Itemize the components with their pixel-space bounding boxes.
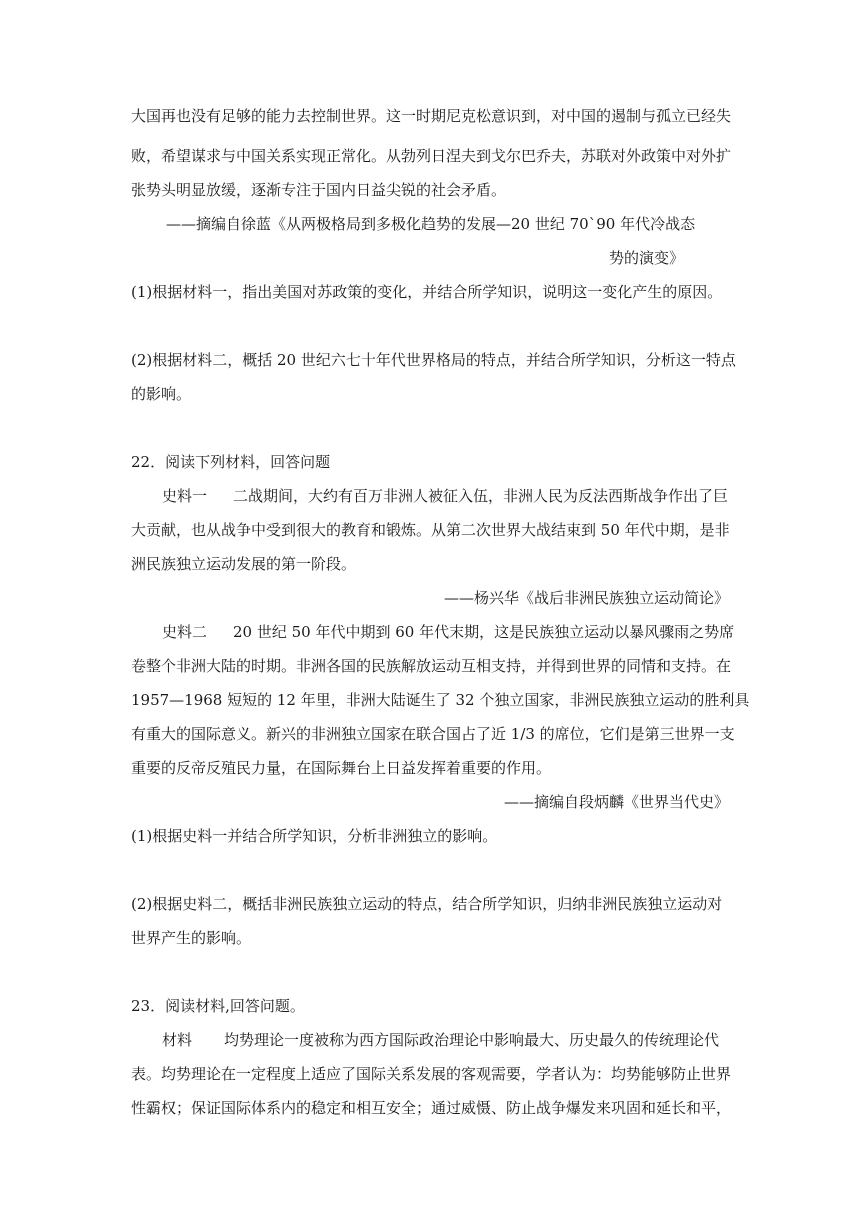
- material-label: 史料一: [162, 487, 208, 505]
- sub-question-2-cont: 世界产生的影响。: [131, 929, 252, 947]
- material-line: 性霸权；保证国际体系内的稳定和相互安全；通过威慑、防止战争爆发来巩固和延长和平，: [131, 1099, 732, 1117]
- sub-question-1: (1)根据史料一并结合所学知识，分析非洲独立的影响。: [131, 827, 498, 845]
- material-line: [162, 622, 734, 642]
- material-label: 材料: [162, 1031, 193, 1049]
- source-citation: ——摘编自段炳麟《世界当代史》: [503, 793, 729, 811]
- material-line: [162, 486, 728, 506]
- material-text: 二战期间，大约有百万非洲人被征入伍，非洲人民为反法西斯战争作出了巨: [233, 487, 729, 505]
- material-line: 洲民族独立运动发展的第一阶段。: [131, 555, 357, 573]
- question-title: 23．阅读材料,回答问题。: [131, 997, 305, 1015]
- paragraph-line: 大国再也没有足够的能力去控制世界。这一时期尼克松意识到，对中国的遏制与孤立已经失: [131, 107, 732, 125]
- question-title: 22．阅读下列材料，回答问题: [131, 453, 331, 471]
- material-line: [162, 1030, 719, 1050]
- source-citation-cont: 势的演变》: [609, 249, 685, 267]
- source-citation: ——杨兴华《战后非洲民族独立运动简论》: [443, 589, 729, 607]
- material-line: 大贡献，也从战争中受到很大的教育和锻炼。从第二次世界大战结束到 50 年代中期，是非: [131, 521, 730, 539]
- material-line: 有重大的国际意义。新兴的非洲独立国家在联合国占了近 1/3 的席位，它们是第三世界一支: [131, 725, 735, 743]
- material-text: 20 世纪 50 年代中期到 60 年代末期，这是民族独立运动以暴风骤雨之势席: [233, 623, 735, 641]
- paragraph-line: 张势头明显放缓，逐渐专注于国内日益尖锐的社会矛盾。: [131, 181, 507, 199]
- material-line: 1957—1968 短短的 12 年里，非洲大陆诞生了 32 个独立国家，非洲民族独立运动的胜利具: [131, 691, 750, 709]
- material-label: 史料二: [162, 623, 208, 641]
- paragraph-line: 败，希望谋求与中国关系实现正常化。从勃列日涅夫到戈尔巴乔夫，苏联对外政策中对外扩: [131, 147, 732, 165]
- source-citation: ——摘编自徐蓝《从两极格局到多极化趋势的发展—20 世纪 70`90 年代冷战态: [166, 215, 696, 233]
- material-line: 表。均势理论在一定程度上适应了国际关系发展的客观需要，学者认为：均势能够防止世界: [131, 1065, 732, 1083]
- sub-question-1: (1)根据材料一，指出美国对苏政策的变化，并结合所学知识，说明这一变化产生的原因。: [131, 283, 723, 301]
- sub-question-2-cont: 的影响。: [131, 385, 192, 403]
- sub-question-2: (2)根据史料二，概括非洲民族独立运动的特点，结合所学知识，归纳非洲民族独立运动对: [131, 895, 723, 913]
- sub-question-2: (2)根据材料二，概括 20 世纪六七十年代世界格局的特点，并结合所学知识，分析这一特点: [131, 351, 736, 369]
- material-text: 均势理论一度被称为西方国际政治理论中影响最大、历史最久的传统理论代: [224, 1031, 720, 1049]
- material-line: 卷整个非洲大陆的时期。非洲各国的民族解放运动互相支持，并得到世界的同情和支持。在: [131, 657, 732, 675]
- material-line: 重要的反帝反殖民力量，在国际舞台上日益发挥着重要的作用。: [131, 759, 552, 777]
